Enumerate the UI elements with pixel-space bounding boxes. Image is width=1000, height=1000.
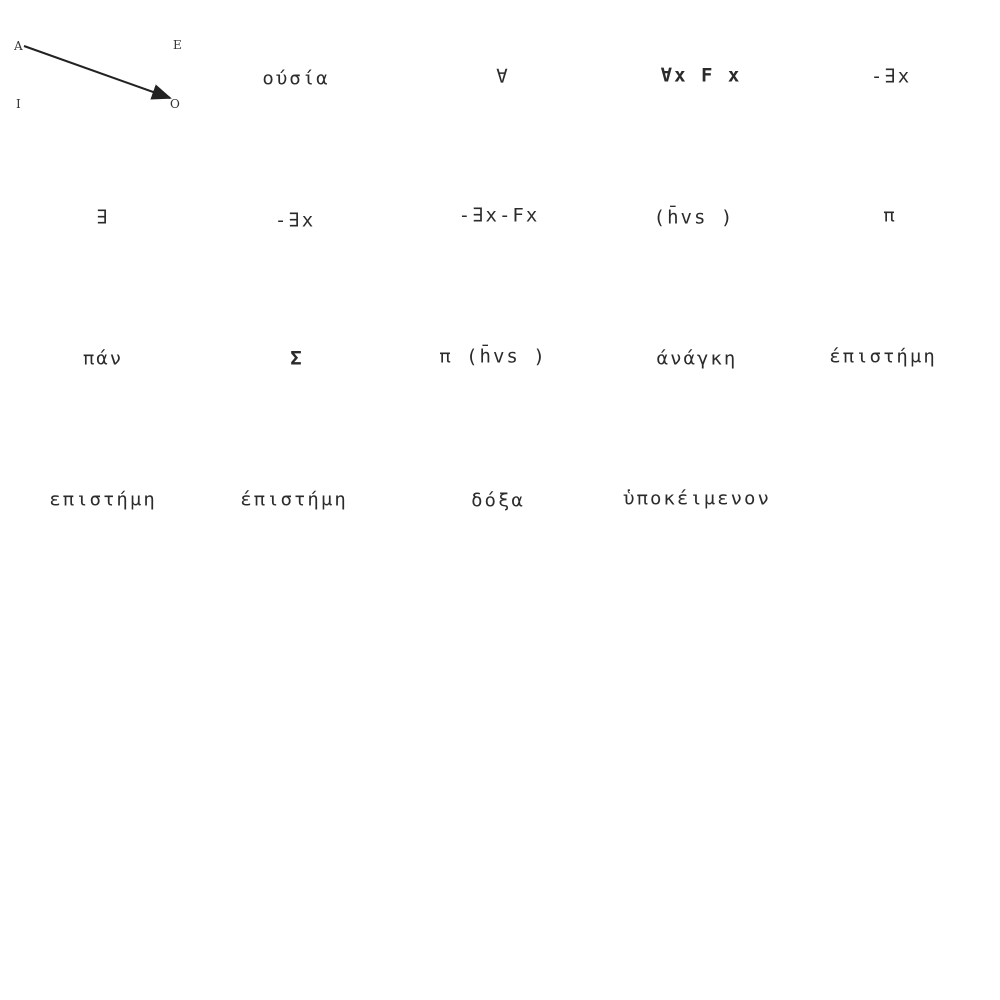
term-pan: πάν bbox=[82, 347, 124, 370]
term-episteme-unaccented: επιστήμη bbox=[49, 488, 157, 511]
term-episteme-accented: έπιστήμη bbox=[240, 488, 348, 511]
corner-label-e: E bbox=[173, 38, 182, 52]
formula-forall-x-fx: ∀x F x bbox=[660, 64, 742, 87]
formula-pi-h-or-s: π (h̄vs ) bbox=[439, 345, 547, 368]
corner-label-a: A bbox=[14, 39, 23, 53]
symbol-sigma: Σ bbox=[290, 347, 304, 370]
term-hypokeimenon: ὑποκέιμενον bbox=[623, 487, 771, 510]
term-episteme: έπιστήμη bbox=[829, 345, 937, 368]
corner-label-i: I bbox=[16, 97, 21, 111]
symbol-pi: π bbox=[883, 204, 897, 227]
term-ousia: ούσία bbox=[262, 67, 330, 90]
diagonal-arrow bbox=[24, 46, 170, 98]
formula-not-exists-x-not-fx: -∃x-Fx bbox=[458, 204, 540, 227]
formula-not-exists-x: -∃x bbox=[870, 65, 912, 88]
term-anangke: άνάγκη bbox=[656, 347, 738, 370]
formula-h-or-s: (h̄vs ) bbox=[653, 206, 735, 229]
term-doxa: δόξα bbox=[471, 489, 525, 512]
symbol-existential-quantifier: ∃ bbox=[96, 206, 110, 229]
formula-not-exists-x-2: -∃x bbox=[274, 209, 316, 232]
symbol-universal-quantifier: ∀ bbox=[496, 65, 510, 88]
corner-label-o: O bbox=[170, 97, 180, 111]
square-of-opposition-diagram bbox=[10, 30, 210, 130]
